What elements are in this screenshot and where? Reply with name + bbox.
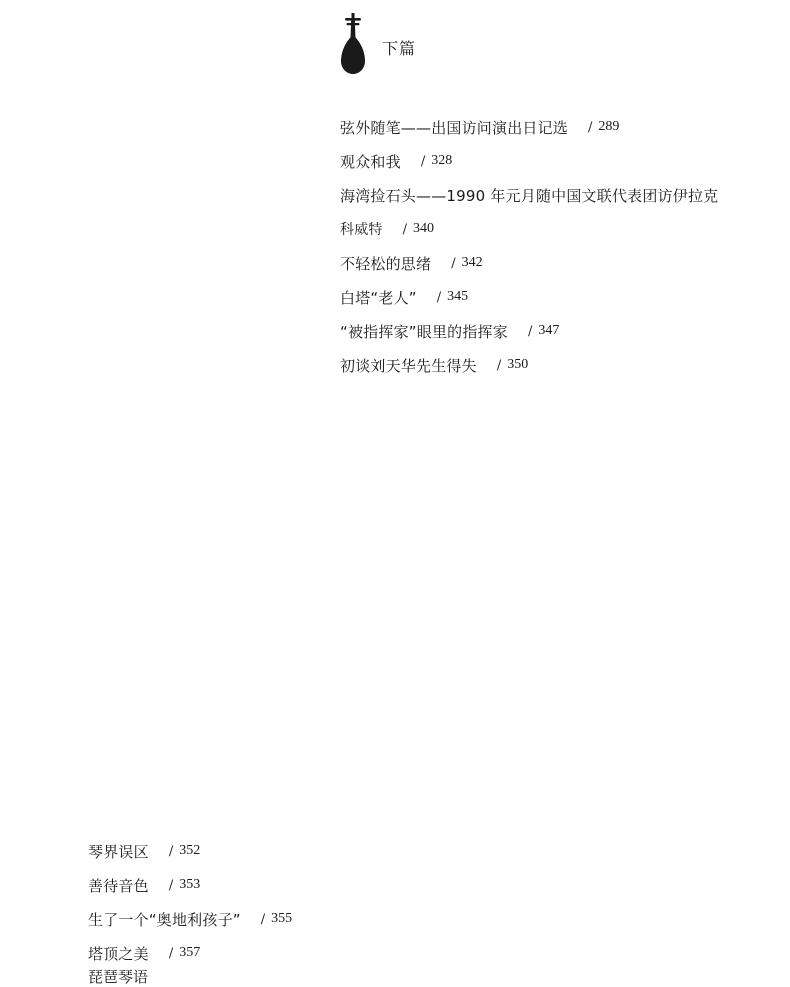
- toc-page-number: 340: [413, 221, 434, 236]
- toc-separator: /: [168, 843, 174, 859]
- toc-entry-title: 生了一个“奥地利孩子”: [88, 910, 241, 929]
- toc-entry[interactable]: [88, 834, 428, 868]
- toc-entry-title: 观众和我: [340, 152, 401, 171]
- toc-separator: /: [527, 323, 533, 339]
- toc-page-number: 357: [179, 945, 201, 960]
- toc-list-lower: [88, 834, 428, 970]
- toc-separator: /: [451, 255, 456, 271]
- toc-separator: /: [402, 221, 407, 237]
- toc-entry[interactable]: [340, 314, 780, 348]
- toc-entry-title: “被指挥家”眼里的指挥家: [340, 322, 508, 341]
- toc-page-number: 355: [271, 911, 293, 926]
- toc-page-number: 289: [598, 119, 620, 134]
- toc-page-number: 345: [447, 289, 469, 304]
- toc-separator: /: [168, 877, 174, 893]
- toc-separator: /: [260, 911, 266, 927]
- toc-entry[interactable]: [340, 110, 780, 144]
- toc-entry-title: 塔顶之美: [88, 944, 149, 963]
- toc-page-number: 328: [431, 153, 453, 168]
- toc-entry[interactable]: [340, 246, 780, 280]
- toc-entry-title: 初谈刘天华先生得失: [340, 356, 477, 375]
- toc-entry[interactable]: [340, 348, 780, 382]
- toc-separator: /: [496, 357, 502, 373]
- toc-page-number: 352: [179, 843, 201, 858]
- toc-entry-title: 弦外随笔——出国访问演出日记选: [340, 118, 569, 137]
- toc-entry-title: 白塔“老人”: [340, 288, 417, 307]
- toc-separator: /: [436, 289, 442, 305]
- toc-entry-title: 琵琶琴语: [88, 968, 149, 986]
- toc-entry[interactable]: [88, 936, 428, 970]
- section-header: [338, 12, 416, 76]
- toc-entry-title: 不轻松的思绪: [340, 254, 432, 273]
- toc-entry[interactable]: [340, 144, 780, 178]
- toc-separator: /: [588, 119, 593, 135]
- toc-page-number: 347: [538, 323, 560, 338]
- toc-entry-continuation[interactable]: [340, 212, 780, 246]
- toc-page-number: 350: [507, 357, 529, 372]
- toc-entry[interactable]: [88, 868, 428, 902]
- toc-entry-title: 琴界误区: [88, 842, 149, 861]
- toc-list-upper: [340, 110, 780, 382]
- toc-page-number: 353: [179, 877, 201, 892]
- toc-entry-cutoff: [88, 966, 158, 986]
- pipa-icon: [338, 13, 368, 75]
- toc-separator: /: [420, 153, 426, 169]
- toc-page-number: 342: [461, 255, 483, 270]
- toc-entry-title: 科威特: [340, 222, 383, 238]
- toc-entry[interactable]: [88, 902, 428, 936]
- section-title: 下篇: [382, 38, 417, 58]
- toc-separator: /: [168, 945, 174, 961]
- toc-entry[interactable]: [340, 178, 780, 212]
- toc-entry-title: 海湾捡石头——1990 年元月随中国文联代表团访伊拉克: [340, 186, 719, 205]
- toc-entry[interactable]: [340, 280, 780, 314]
- toc-entry-title: 善待音色: [88, 876, 149, 895]
